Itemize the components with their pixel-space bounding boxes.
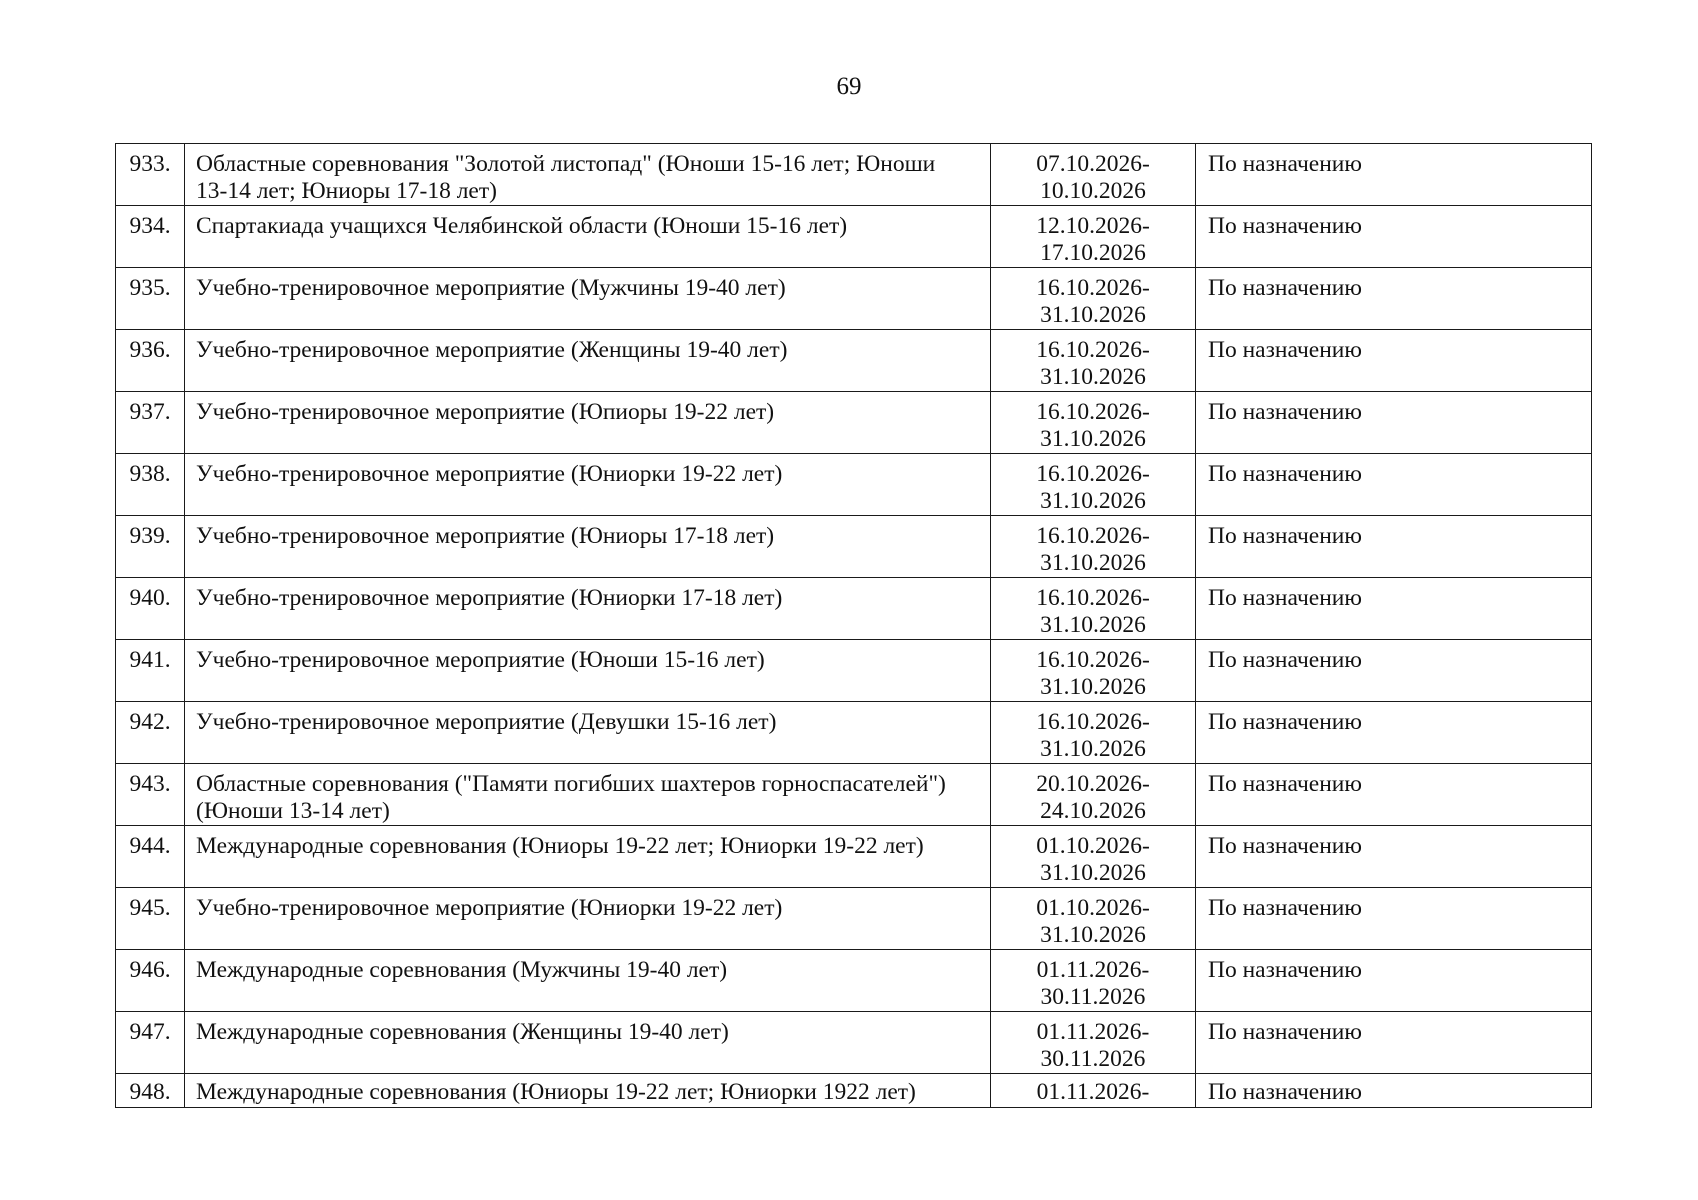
- event-name-line: Учебно-тренировочное мероприятие (Юпиоры 19-22 лет): [196, 399, 775, 425]
- event-name-line: Международные соревнования (Юниоры 19-22 лет; Юниорки 1922 лет): [196, 1079, 916, 1105]
- start-date: 16.10.2026-: [1036, 461, 1150, 487]
- table-row: [116, 144, 1592, 206]
- event-name-cell: [185, 888, 991, 950]
- event-dates-cell: [991, 640, 1196, 702]
- event-name-line: Учебно-тренировочное мероприятие (Юноши 15-16 лет): [196, 647, 765, 673]
- row-number: 933.: [116, 144, 185, 206]
- table-row: [116, 888, 1592, 950]
- row-number: 939.: [116, 516, 185, 578]
- event-name-line: (Юноши 13-14 лет): [196, 798, 390, 824]
- row-number: 940.: [116, 578, 185, 640]
- table-row: [116, 268, 1592, 330]
- assignment-status: По назначению: [1196, 392, 1592, 454]
- row-number: 934.: [116, 206, 185, 268]
- end-date: 31.10.2026: [1040, 922, 1146, 948]
- table-body: [116, 144, 1592, 1108]
- start-date: 16.10.2026-: [1036, 585, 1150, 611]
- end-date: 31.10.2026: [1040, 550, 1146, 576]
- end-date: 31.10.2026: [1040, 674, 1146, 700]
- event-name-cell: [185, 392, 991, 454]
- row-number: 935.: [116, 268, 185, 330]
- event-name-line: Учебно-тренировочное мероприятие (Мужчины 19-40 лет): [196, 275, 786, 301]
- table-row: [116, 516, 1592, 578]
- event-name-line: Спартакиада учащихся Челябинской области (Юноши 15-16 лет): [196, 213, 848, 239]
- event-name-cell: [185, 454, 991, 516]
- assignment-status: По назначению: [1196, 330, 1592, 392]
- table-row: [116, 702, 1592, 764]
- row-number: 938.: [116, 454, 185, 516]
- event-name-line: Учебно-тренировочное мероприятие (Юниорки 17-18 лет): [196, 585, 783, 611]
- event-name-cell: [185, 206, 991, 268]
- event-name-cell: [185, 144, 991, 206]
- event-name-line: Областные соревнования "Золотой листопад" (Юноши 15-16 лет; Юноши: [196, 151, 936, 177]
- start-date: 01.11.2026-: [1036, 1019, 1150, 1045]
- start-date: 16.10.2026-: [1036, 709, 1150, 735]
- start-date: 20.10.2026-: [1036, 771, 1150, 797]
- end-date: 31.10.2026: [1040, 488, 1146, 514]
- row-number: 948.: [116, 1074, 185, 1108]
- assignment-status: По назначению: [1196, 144, 1592, 206]
- event-name-line: Областные соревнования ("Памяти погибших шахтеров горноспасателей"): [196, 771, 946, 797]
- event-dates-cell: [991, 826, 1196, 888]
- assignment-status: По назначению: [1196, 640, 1592, 702]
- assignment-status: По назначению: [1196, 1074, 1592, 1108]
- event-name-cell: [185, 640, 991, 702]
- end-date: 17.10.2026: [1040, 240, 1146, 266]
- end-date: 31.10.2026: [1040, 302, 1146, 328]
- row-number: 937.: [116, 392, 185, 454]
- event-dates-cell: [991, 206, 1196, 268]
- event-dates-cell: [991, 888, 1196, 950]
- assignment-status: По назначению: [1196, 950, 1592, 1012]
- start-date: 16.10.2026-: [1036, 647, 1150, 673]
- table-row: [116, 1012, 1592, 1074]
- table-row: [116, 1074, 1592, 1108]
- start-date: 01.10.2026-: [1036, 833, 1150, 859]
- event-dates-cell: [991, 764, 1196, 826]
- start-date: 07.10.2026-: [1036, 151, 1150, 177]
- start-date: 16.10.2026-: [1036, 337, 1150, 363]
- event-name-cell: [185, 826, 991, 888]
- event-name-cell: [185, 330, 991, 392]
- table-row: [116, 330, 1592, 392]
- event-dates-cell: [991, 950, 1196, 1012]
- assignment-status: По назначению: [1196, 764, 1592, 826]
- page-number: 69: [836, 73, 862, 100]
- end-date: 31.10.2026: [1040, 364, 1146, 390]
- event-name-cell: [185, 702, 991, 764]
- event-dates-cell: [991, 330, 1196, 392]
- assignment-status: По назначению: [1196, 516, 1592, 578]
- table-row: [116, 392, 1592, 454]
- end-date: 31.10.2026: [1040, 612, 1146, 638]
- end-date: 31.10.2026: [1040, 736, 1146, 762]
- start-date: 01.10.2026-: [1036, 895, 1150, 921]
- row-number: 946.: [116, 950, 185, 1012]
- event-name-line: Международные соревнования (Мужчины 19-40 лет): [196, 957, 728, 983]
- event-name-cell: [185, 1012, 991, 1074]
- end-date: 31.10.2026: [1040, 426, 1146, 452]
- assignment-status: По назначению: [1196, 578, 1592, 640]
- event-name-cell: [185, 516, 991, 578]
- assignment-status: По назначению: [1196, 454, 1592, 516]
- start-date: 16.10.2026-: [1036, 523, 1150, 549]
- event-dates-cell: [991, 144, 1196, 206]
- table-row: [116, 826, 1592, 888]
- table-row: [116, 950, 1592, 1012]
- event-name-line: Учебно-тренировочное мероприятие (Юниорки 19-22 лет): [196, 461, 783, 487]
- table-row: [116, 206, 1592, 268]
- end-date: 30.11.2026: [1040, 1046, 1146, 1072]
- assignment-status: По назначению: [1196, 268, 1592, 330]
- event-dates-cell: [991, 702, 1196, 764]
- event-name-line: 13-14 лет; Юниоры 17-18 лет): [196, 178, 497, 204]
- event-dates-cell: [991, 516, 1196, 578]
- row-number: 945.: [116, 888, 185, 950]
- event-name-line: Учебно-тренировочное мероприятие (Девушки 15-16 лет): [196, 709, 777, 735]
- event-dates-cell: [991, 454, 1196, 516]
- table-row: [116, 640, 1592, 702]
- table-row: [116, 578, 1592, 640]
- assignment-status: По назначению: [1196, 206, 1592, 268]
- event-name-line: Учебно-тренировочное мероприятие (Юниоры 17-18 лет): [196, 523, 775, 549]
- row-number: 936.: [116, 330, 185, 392]
- row-number: 947.: [116, 1012, 185, 1074]
- assignment-status: По назначению: [1196, 1012, 1592, 1074]
- event-name-line: Учебно-тренировочное мероприятие (Юниорки 19-22 лет): [196, 895, 783, 921]
- event-name-line: Международные соревнования (Юниоры 19-22 лет; Юниорки 19-22 лет): [196, 833, 924, 859]
- event-name-cell: [185, 1074, 991, 1108]
- start-date: 01.11.2026-: [1036, 957, 1150, 983]
- event-dates-cell: [991, 268, 1196, 330]
- assignment-status: По назначению: [1196, 826, 1592, 888]
- start-date: 12.10.2026-: [1036, 213, 1150, 239]
- start-date: 01.11.2026-: [1036, 1079, 1150, 1105]
- event-name-cell: [185, 764, 991, 826]
- assignment-status: По назначению: [1196, 888, 1592, 950]
- row-number: 942.: [116, 702, 185, 764]
- row-number: 943.: [116, 764, 185, 826]
- row-number: 941.: [116, 640, 185, 702]
- event-dates-cell: [991, 1074, 1196, 1108]
- end-date: 30.11.2026: [1040, 984, 1146, 1010]
- event-name-cell: [185, 950, 991, 1012]
- event-dates-cell: [991, 578, 1196, 640]
- event-name-line: Международные соревнования (Женщины 19-40 лет): [196, 1019, 729, 1045]
- start-date: 16.10.2026-: [1036, 399, 1150, 425]
- table-row: [116, 454, 1592, 516]
- event-name-cell: [185, 578, 991, 640]
- event-dates-cell: [991, 1012, 1196, 1074]
- row-number: 944.: [116, 826, 185, 888]
- end-date: 10.10.2026: [1040, 178, 1146, 204]
- start-date: 16.10.2026-: [1036, 275, 1150, 301]
- events-table: [115, 143, 1592, 1108]
- end-date: 24.10.2026: [1040, 798, 1146, 824]
- event-name-line: Учебно-тренировочное мероприятие (Женщины 19-40 лет): [196, 337, 788, 363]
- end-date: 31.10.2026: [1040, 860, 1146, 886]
- event-name-cell: [185, 268, 991, 330]
- event-dates-cell: [991, 392, 1196, 454]
- assignment-status: По назначению: [1196, 702, 1592, 764]
- table-row: [116, 764, 1592, 826]
